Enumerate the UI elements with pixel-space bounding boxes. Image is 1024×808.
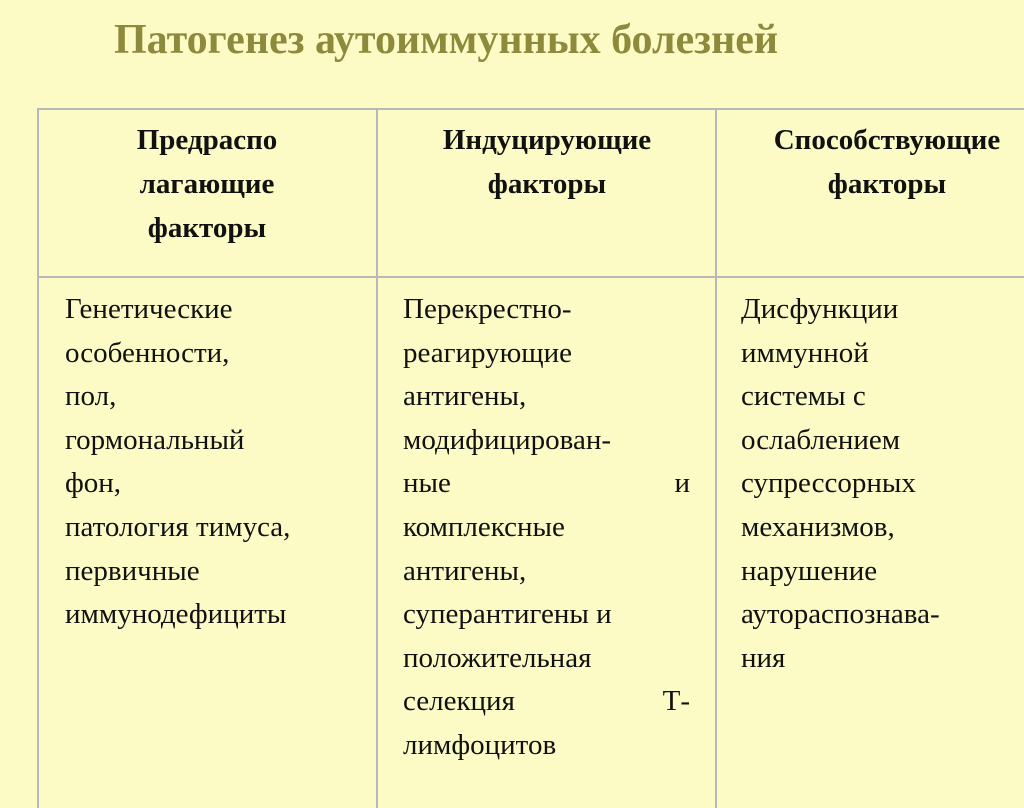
table-column-divider-2 [715, 108, 717, 808]
cell-line: пол, [65, 380, 117, 413]
cell-line: Дисфункции [741, 293, 899, 325]
cell-line: иммунодефициты [65, 598, 287, 631]
cell-line: супрессорных [741, 467, 916, 500]
header-line: факторы [147, 212, 267, 244]
header-line: факторы [487, 168, 607, 200]
header-line: Способствующие [773, 124, 1001, 156]
cell-line: Генетические [65, 293, 233, 325]
cell-line: патология тимуса, [65, 510, 291, 543]
cell-line-head: ные [403, 467, 451, 500]
cell-line: суперантигены и [403, 598, 612, 631]
table-border-left [37, 108, 39, 808]
header-line: лагающие [139, 168, 275, 200]
cell-line-head: селекция [403, 685, 515, 718]
cell-line: гормональный [65, 423, 245, 456]
header-line: Предраспо [136, 124, 278, 156]
cell-line: Перекрестно- [403, 293, 572, 325]
cell-line: иммунной [741, 336, 869, 369]
cell-line: ауторaспознава- [741, 598, 940, 631]
cell-line: антигены, [403, 554, 527, 587]
cell-line: реагирующие [403, 336, 573, 369]
cell-line: антигены, [403, 380, 527, 413]
cell-line: ния [741, 641, 786, 674]
cell-contributing-factors [741, 288, 1024, 680]
cell-line [403, 462, 690, 506]
header-inducing-factors [382, 118, 712, 206]
cell-line: системы с [741, 380, 866, 413]
cell-line: комплексные [403, 510, 565, 543]
table-column-divider-1 [376, 108, 378, 808]
cell-line: модифицирован- [403, 423, 611, 456]
table-border-top [37, 108, 1024, 110]
cell-line: особенности, [65, 336, 230, 369]
cell-line: лимфоцитов [403, 728, 557, 761]
header-line: факторы [827, 168, 947, 200]
cell-line: ослаблением [741, 423, 901, 456]
factors-table [37, 108, 1024, 808]
cell-predisposing-factors [65, 288, 365, 637]
cell-line: первичные [65, 554, 200, 587]
cell-line: механизмов, [741, 510, 895, 543]
cell-line [403, 680, 690, 724]
cell-line: фон, [65, 467, 122, 500]
slide-title: Патогенез аутоиммунных болезней [114, 17, 779, 63]
header-predisposing-factors [67, 118, 347, 250]
cell-line: нарушение [741, 554, 878, 587]
cell-line: положительная [403, 641, 592, 674]
header-contributing-factors [727, 118, 1024, 206]
cell-line-tail: и [674, 467, 690, 500]
cell-inducing-factors [403, 288, 690, 768]
header-line: Индуцирующие [442, 124, 652, 156]
table-header-divider [37, 276, 1024, 278]
cell-line-tail: Т- [662, 685, 690, 718]
